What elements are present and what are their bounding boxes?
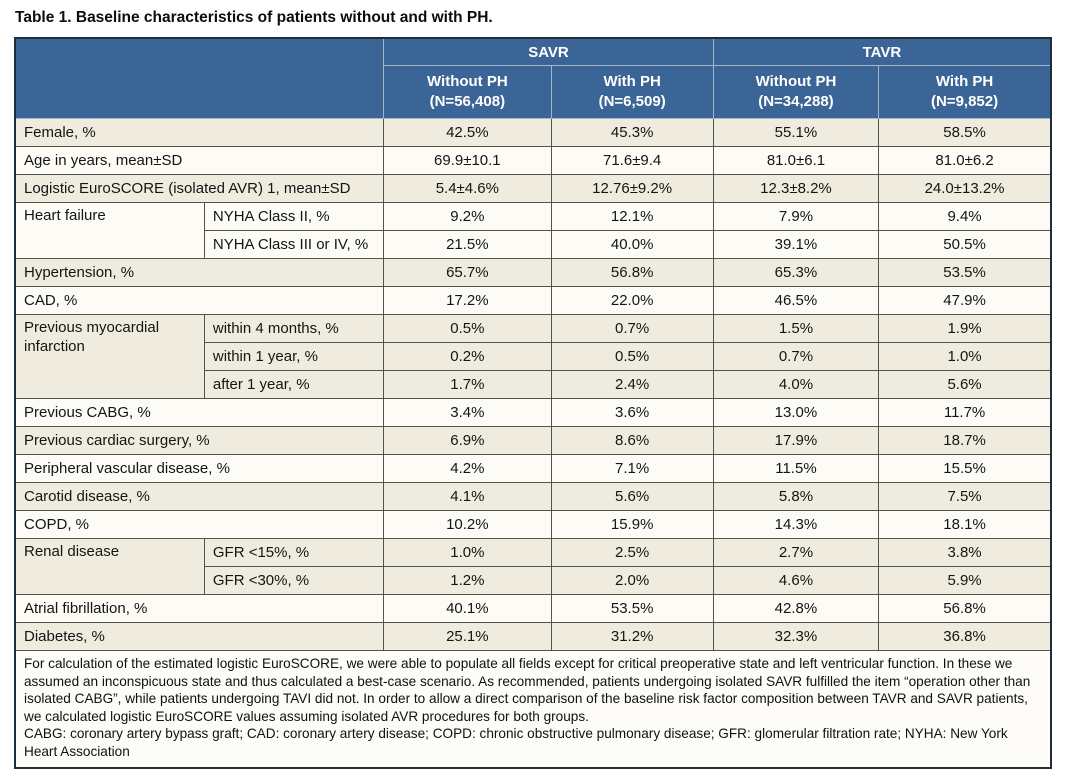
header-col-line2: (N=6,509) [598, 93, 666, 110]
header-group-savr: SAVR [384, 38, 714, 66]
cell-value: 11.7% [879, 399, 1051, 427]
header-col-line1: Without PH [427, 73, 508, 90]
cell-value: 1.0% [384, 539, 551, 567]
cell-value: 58.5% [879, 119, 1051, 147]
header-col-line2: (N=9,852) [930, 93, 999, 110]
cell-value: 7.5% [879, 483, 1051, 511]
cell-value: 40.1% [384, 595, 551, 623]
cell-value: 13.0% [713, 399, 878, 427]
cell-value: 10.2% [384, 511, 551, 539]
header-col-tavr-without-ph [713, 66, 878, 119]
cell-value: 1.0% [879, 343, 1051, 371]
cell-value: 3.8% [879, 539, 1051, 567]
cell-value: 24.0±13.2% [879, 175, 1051, 203]
cell-value: 0.5% [384, 315, 551, 343]
table-row [15, 399, 1051, 427]
cell-value: 6.9% [384, 427, 551, 455]
table-row [15, 147, 1051, 175]
cell-value: 11.5% [713, 455, 878, 483]
header-col-line2: (N=56,408) [429, 93, 506, 110]
footnote-abbreviations: CABG: coronary artery bypass graft; CAD: coronary artery disease; COPD: chronic obstructive pulmonary disease; GFR: glomerular filtration rate; NYHA: New York Heart Association [24, 726, 1008, 759]
cell-value: 65.3% [713, 259, 878, 287]
row-label: CAD, % [15, 287, 384, 315]
header-col-tavr-with-ph [879, 66, 1051, 119]
cell-value: 42.5% [384, 119, 551, 147]
cell-value: 4.1% [384, 483, 551, 511]
cell-value: 65.7% [384, 259, 551, 287]
table-header [15, 38, 1051, 119]
table-row [15, 455, 1051, 483]
cell-value: 9.4% [879, 203, 1051, 231]
table-title: Table 1. Baseline characteristics of patients without and with PH. [15, 9, 493, 26]
table-row [15, 539, 1051, 567]
table-row [15, 483, 1051, 511]
table-row [15, 175, 1051, 203]
cell-value: 4.2% [384, 455, 551, 483]
cell-value: 55.1% [713, 119, 878, 147]
cell-value: 53.5% [551, 595, 713, 623]
footnote-note: For calculation of the estimated logistic EuroSCORE, we were able to populate all fields except for critical preoperative state and left ventricular function. In these we assumed an inconspicuous state and thus calculated a best-case scenario. As recommended, patients undergoing isolated SAVR fulfilled the item “operation other than isolated CABG”, while patients undergoing TAVI did not. In order to allow a direct comparison of the baseline risk factor composition between TAVR and SAVR patients, we calculated logistic EuroSCORE values assuming isolated AVR procedures for both groups. [24, 656, 1031, 724]
row-sublabel: after 1 year, % [204, 371, 383, 399]
cell-value: 71.6±9.4 [551, 147, 713, 175]
table-row [15, 595, 1051, 623]
cell-value: 8.6% [551, 427, 713, 455]
group-label: Previous myocardial infarction [15, 315, 204, 399]
cell-value: 12.76±9.2% [551, 175, 713, 203]
table-row [15, 203, 1051, 231]
table-body [15, 119, 1051, 768]
corner-cell [15, 38, 384, 119]
footnote-row [15, 651, 1051, 768]
cell-value: 0.7% [551, 315, 713, 343]
cell-value: 9.2% [384, 203, 551, 231]
table-row [15, 119, 1051, 147]
table-row [15, 427, 1051, 455]
cell-value: 4.0% [713, 371, 878, 399]
cell-value: 4.6% [713, 567, 878, 595]
group-label: Heart failure [15, 203, 204, 259]
table-row [15, 623, 1051, 651]
footnote-cell [15, 651, 1051, 768]
cell-value: 1.9% [879, 315, 1051, 343]
cell-value: 0.5% [551, 343, 713, 371]
cell-value: 69.9±10.1 [384, 147, 551, 175]
header-col-line1: Without PH [755, 73, 837, 90]
cell-value: 40.0% [551, 231, 713, 259]
table-row [15, 315, 1051, 343]
row-label: Hypertension, % [15, 259, 384, 287]
cell-value: 7.9% [713, 203, 878, 231]
cell-value: 47.9% [879, 287, 1051, 315]
cell-value: 45.3% [551, 119, 713, 147]
cell-value: 50.5% [879, 231, 1051, 259]
cell-value: 5.8% [713, 483, 878, 511]
cell-value: 15.9% [551, 511, 713, 539]
cell-value: 17.9% [713, 427, 878, 455]
cell-value: 18.1% [879, 511, 1051, 539]
group-label: Renal disease [15, 539, 204, 595]
cell-value: 2.4% [551, 371, 713, 399]
cell-value: 0.7% [713, 343, 878, 371]
row-label: Atrial fibrillation, % [15, 595, 384, 623]
cell-value: 56.8% [551, 259, 713, 287]
baseline-characteristics-table [14, 37, 1052, 769]
cell-value: 1.5% [713, 315, 878, 343]
row-sublabel: within 4 months, % [204, 315, 383, 343]
cell-value: 12.1% [551, 203, 713, 231]
header-group-row [15, 38, 1051, 66]
row-sublabel: NYHA Class II, % [204, 203, 383, 231]
cell-value: 36.8% [879, 623, 1051, 651]
cell-value: 1.2% [384, 567, 551, 595]
header-col-line1: With PH [935, 73, 994, 90]
cell-value: 31.2% [551, 623, 713, 651]
header-col-savr-with-ph [551, 66, 713, 119]
cell-value: 21.5% [384, 231, 551, 259]
row-label: Diabetes, % [15, 623, 384, 651]
cell-value: 2.5% [551, 539, 713, 567]
cell-value: 7.1% [551, 455, 713, 483]
cell-value: 14.3% [713, 511, 878, 539]
row-label: Female, % [15, 119, 384, 147]
cell-value: 56.8% [879, 595, 1051, 623]
cell-value: 17.2% [384, 287, 551, 315]
cell-value: 22.0% [551, 287, 713, 315]
row-label: Previous CABG, % [15, 399, 384, 427]
cell-value: 81.0±6.1 [713, 147, 878, 175]
cell-value: 32.3% [713, 623, 878, 651]
cell-value: 3.6% [551, 399, 713, 427]
row-sublabel: NYHA Class III or IV, % [204, 231, 383, 259]
cell-value: 12.3±8.2% [713, 175, 878, 203]
cell-value: 42.8% [713, 595, 878, 623]
table-row [15, 259, 1051, 287]
row-label: Carotid disease, % [15, 483, 384, 511]
header-col-savr-without-ph [384, 66, 551, 119]
cell-value: 2.0% [551, 567, 713, 595]
cell-value: 0.2% [384, 343, 551, 371]
row-label: Logistic EuroSCORE (isolated AVR) 1, mean±SD [15, 175, 384, 203]
cell-value: 2.7% [713, 539, 878, 567]
row-sublabel: GFR <30%, % [204, 567, 383, 595]
cell-value: 39.1% [713, 231, 878, 259]
cell-value: 46.5% [713, 287, 878, 315]
row-sublabel: within 1 year, % [204, 343, 383, 371]
cell-value: 5.4±4.6% [384, 175, 551, 203]
cell-value: 5.6% [551, 483, 713, 511]
table-row [15, 511, 1051, 539]
header-col-line2: (N=34,288) [758, 93, 834, 110]
cell-value: 25.1% [384, 623, 551, 651]
row-label: Previous cardiac surgery, % [15, 427, 384, 455]
row-sublabel: GFR <15%, % [204, 539, 383, 567]
table-row [15, 287, 1051, 315]
cell-value: 53.5% [879, 259, 1051, 287]
row-label: Age in years, mean±SD [15, 147, 384, 175]
cell-value: 5.9% [879, 567, 1051, 595]
row-label: Peripheral vascular disease, % [15, 455, 384, 483]
cell-value: 5.6% [879, 371, 1051, 399]
row-label: COPD, % [15, 511, 384, 539]
header-group-tavr: TAVR [713, 38, 1051, 66]
cell-value: 3.4% [384, 399, 551, 427]
cell-value: 15.5% [879, 455, 1051, 483]
cell-value: 18.7% [879, 427, 1051, 455]
cell-value: 81.0±6.2 [879, 147, 1051, 175]
cell-value: 1.7% [384, 371, 551, 399]
header-col-line1: With PH [603, 73, 661, 90]
